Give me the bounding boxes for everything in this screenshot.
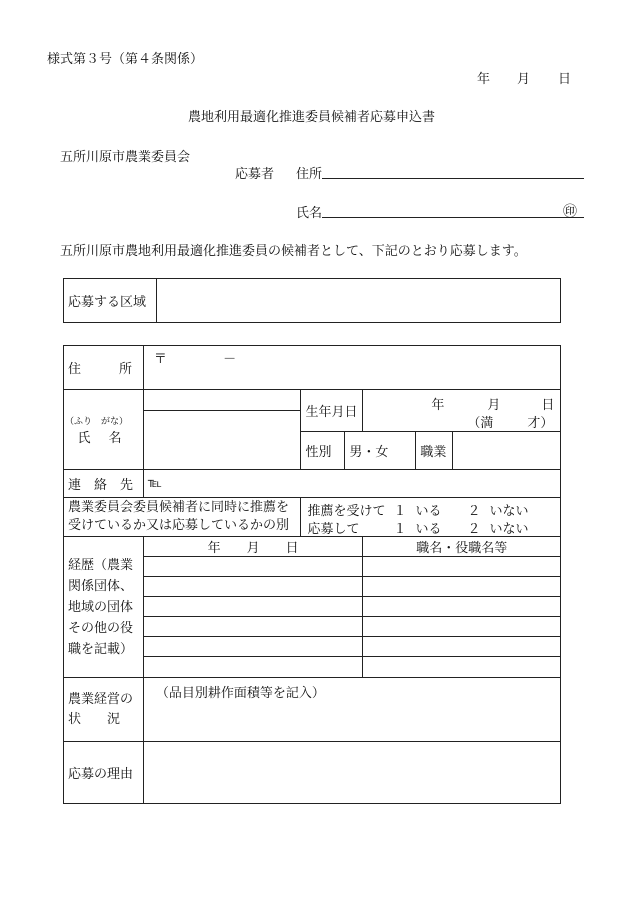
address-underline[interactable] bbox=[322, 178, 584, 179]
postal-dash: － bbox=[223, 352, 237, 367]
address-field[interactable] bbox=[143, 346, 560, 390]
career-role-cell[interactable] bbox=[363, 557, 561, 577]
gender-label: 性別 bbox=[301, 432, 345, 470]
career-date-cell[interactable] bbox=[143, 637, 362, 657]
career-role-header: 職名・役職名等 bbox=[363, 537, 561, 557]
farm-label: 農業経営の 状 況 bbox=[64, 678, 144, 742]
career-date-cell[interactable] bbox=[143, 617, 362, 637]
area-label: 応募する区域 bbox=[64, 279, 157, 323]
seal-mark: ㊞ bbox=[563, 204, 577, 220]
career-date-cell[interactable] bbox=[143, 597, 362, 617]
career-label: 経歴（農業 関係団体、 地域の団体 その他の役 職を記載） bbox=[64, 537, 144, 678]
date-month-label: 月 bbox=[517, 72, 531, 87]
address-row-label: 住 所 bbox=[64, 346, 144, 390]
occupation-label: 職業 bbox=[416, 432, 453, 470]
date-day-label: 日 bbox=[558, 72, 572, 87]
applicant-label: 応募者 bbox=[235, 167, 275, 182]
recommended-label: 推薦を受けて bbox=[307, 504, 386, 519]
area-field[interactable] bbox=[157, 279, 561, 323]
name-kana-field[interactable] bbox=[143, 390, 301, 411]
gender-value[interactable]: 男・女 bbox=[345, 432, 416, 470]
application-table bbox=[63, 345, 561, 804]
farm-field[interactable] bbox=[143, 678, 560, 742]
reason-field[interactable] bbox=[143, 742, 560, 804]
reason-label: 応募の理由 bbox=[64, 742, 144, 804]
postal-mark: 〒 bbox=[153, 352, 167, 367]
dual-label: 農業委員会委員候補者に同時に推薦を 受けているか又は応募しているかの別 bbox=[64, 498, 301, 537]
career-role-cell[interactable] bbox=[363, 577, 561, 597]
addressee: 五所川原市農業委員会 bbox=[60, 150, 191, 165]
date-year-label: 年 bbox=[477, 72, 491, 87]
dual-options[interactable]: 推薦を受けて １ いる ２ いない 応募して １ いる ２ いない bbox=[301, 498, 561, 537]
occupation-field[interactable] bbox=[453, 432, 561, 470]
contact-label: 連 絡 先 bbox=[64, 470, 144, 498]
document-title: 農地利用最適化推進委員候補者応募申込書 bbox=[188, 110, 436, 125]
statement-text: 五所川原市農地利用最適化推進委員の候補者として、下記のとおり応募します。 bbox=[60, 244, 527, 259]
career-role-cell[interactable] bbox=[363, 657, 561, 678]
name-field[interactable] bbox=[143, 411, 301, 470]
career-role-cell[interactable] bbox=[363, 597, 561, 617]
career-role-cell[interactable] bbox=[363, 617, 561, 637]
career-date-cell[interactable] bbox=[143, 577, 362, 597]
form-number: 様式第３号（第４条関係） bbox=[47, 52, 204, 67]
applied-label: 応募して bbox=[307, 522, 360, 537]
contact-field[interactable] bbox=[143, 470, 560, 498]
name-row-label: （ふり がな） 氏 名 bbox=[64, 390, 144, 470]
career-role-cell[interactable] bbox=[363, 637, 561, 657]
tel-mark: ℡ bbox=[147, 476, 162, 491]
birthdate-label: 生年月日 bbox=[301, 390, 363, 432]
birthdate-field[interactable]: 年 月 日 （満 才） bbox=[363, 390, 561, 432]
career-date-cell[interactable] bbox=[143, 557, 362, 577]
name-label: 氏名 bbox=[296, 206, 323, 221]
name-underline[interactable] bbox=[322, 217, 584, 218]
career-date-cell[interactable] bbox=[143, 657, 362, 678]
area-table bbox=[63, 278, 561, 323]
farm-note: （品目別耕作面積等を記入） bbox=[155, 686, 325, 701]
career-date-header: 年 月 日 bbox=[143, 537, 362, 557]
address-label: 住所 bbox=[296, 167, 323, 182]
